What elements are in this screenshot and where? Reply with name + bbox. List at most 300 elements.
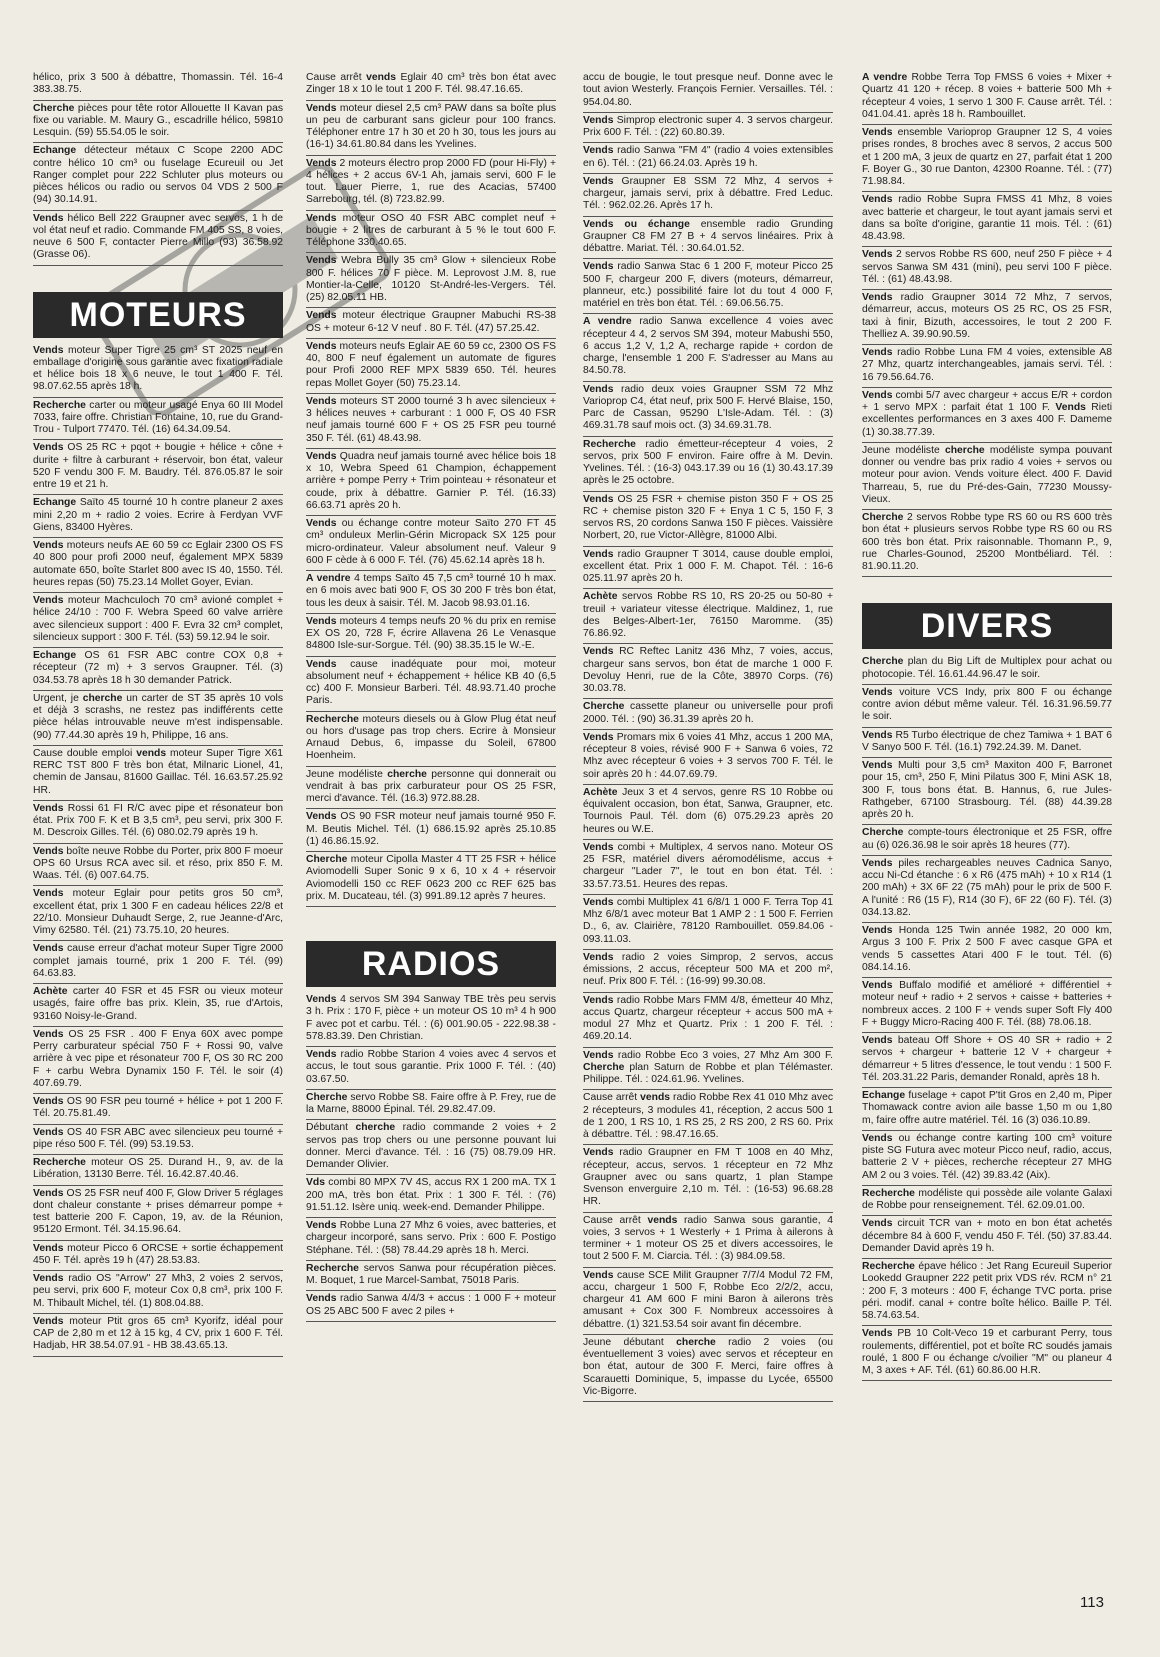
ad-text: servos Sanwa pour récupération pièces. M. Boquet, 1 rue Marcel-Sambat, 75018 Paris.: [306, 1262, 556, 1286]
classified-ad: [306, 712, 556, 767]
classified-ad: [33, 941, 283, 984]
ad-keyword: Echange: [33, 145, 77, 157]
classified-ad: [33, 801, 283, 844]
ad-keyword: Cherche: [583, 701, 625, 713]
ad-text: moteur Eglair pour petits gros 50 cm³, excellent état, prix 1 300 F en cadeau hélices 22/8 et 22/10. Monsieur Duhaudt Serge, 2, rue Jeanne-d'Arc, Vimy 62580. Tél. (21) 73.75.10, 20 heures.: [33, 888, 283, 936]
classified-ad: [862, 247, 1112, 290]
classified-ad: [33, 495, 283, 538]
classified-ad: [33, 1271, 283, 1314]
ad-text: piles rechargeables neuves Cadnica Sanyo, accu Ni-Cd étanche : 6 x R6 (475 mAh) + 10 x R14 (1 200 mAh) + 3X 6F 22 (75 mAh) pour le prix de 500 F. A l'unité : R6 (15 F), R14 (30 F), 6F 22 (60 F). Tél. (3) 034.13.82.: [862, 857, 1112, 918]
ad-text: moteur Cipolla Master 4 TT 25 FSR + hélice Aviomodelli Super Sonic 9 x 6, 10 x 4 + réservoir Aviomodelli 150 cc REF 0623 200 cc REF 625 bas prix. M. Ducateau, tél. (3) 991.89.12 après 7 heures.: [306, 854, 556, 902]
ad-text: Cause arrêt: [583, 1214, 648, 1226]
ad-keyword: Vds: [306, 1177, 325, 1189]
section-header-divers: DIVERS: [862, 603, 1112, 649]
classified-ad: [306, 571, 556, 614]
classified-ad: [33, 746, 283, 801]
ad-text: Robbe Terra Top FMSS 6 voies + Mixer + Quartz 41 120 + récep. 8 voies + batterie 500 Mh + récepteur 4 voies, 1 servo 1 300 F. Cause arrêt. Tél. : 041.04.41. après 18 h. Rambouillet.: [862, 72, 1112, 120]
classified-ad: [862, 443, 1112, 510]
classified-ad: [33, 691, 283, 746]
classified-ad: [306, 1120, 556, 1175]
classified-ad: [33, 1094, 283, 1125]
classified-ad: [583, 174, 833, 217]
classified-ad: [862, 1131, 1112, 1186]
ad-text: ensemble Varioprop Graupner 12 S, 4 voies prises rondes, 8 broches avec 8 servos, 2 accus 500 et 1 200 mA, 3 jeux de quartz en 27, parfait état 1 200 F. Boyer G., 30 rue Danton, 42300 Roanne. Tél. : (77) 71.98.84.: [862, 127, 1112, 187]
classified-ad: [583, 895, 833, 950]
classified-ad: [583, 314, 833, 381]
ad-keyword: Cherche: [583, 1061, 625, 1073]
ad-keyword: Vends: [862, 857, 893, 869]
ad-keyword: Vends: [862, 686, 893, 698]
ad-text: personne qui donnerait ou vendrait à bas prix carburateur pour OS 25 FSR, merci d'avance. Tél. (16.3) 972.88.28.: [306, 768, 556, 804]
ad-text: Jeune modéliste: [306, 768, 388, 780]
ads-block: [862, 70, 1112, 577]
ad-text: Quadra neuf jamais tourné avec hélice bois 18 x 10, Webra Speed 61 Champion, échappement arrière + pompe Perry + Trim pointeau + résonateur et coude, prix à débattre. Garnier P. Tél. (16.33) 66.63.71 après 20 h.: [306, 450, 556, 511]
classified-ad: [306, 767, 556, 810]
classified-ad: [306, 516, 556, 571]
classified-ad: [862, 1326, 1112, 1381]
ad-text: bateau Off Shore + OS 40 SR + radio + 2 servos + chargeur + batterie 12 V + chargeur + démarreur + 5 litres d'essence, le tout vendu : 1 500 F. Tél. 203.31.22 Paris, demander Ronald, après 18 h.: [862, 1035, 1112, 1083]
ad-text: Eglair 40 cm³ très bon état avec Zinger 18 x 10 le tout 1 200 F. Tél. 98.47.16.65.: [306, 72, 556, 96]
classified-ad: [306, 211, 556, 254]
classified-ad: [306, 156, 556, 211]
ad-keyword: Vends: [583, 896, 614, 908]
ad-text: ou échange contre karting 100 cm³ voiture piste SG Futura avec moteur Picco neuf, radio, accus, batterie 2 V + pièces, recherche récepteur 27 MHG AM 2 ou 3 voies. Tél. (42) 39.83.42 (Aix).: [862, 1132, 1112, 1181]
ad-text: 4 temps Saïto 45 7,5 cm³ tourné 10 h max. en 6 mois avec bati 900 F, OS 30 200 F très bon état, tous les deux à saisir. Tél. M. Jacob 98.93.01.16.: [306, 573, 556, 609]
ad-keyword: Vends: [306, 157, 337, 169]
classified-ad: [583, 437, 833, 492]
ad-text: Honda 125 Twin année 1982, 20 000 km, Argus 3 100 F. Prix 2 500 F avec casque GPA et vends 5 cassettes Atari 400 F le tout. Tél. (6) 084.14.16.: [862, 925, 1112, 973]
ad-text: moteur OSO 40 FSR ABC complet neuf + bougie + 2 litres de carburant à 5 % le tout 600 F. Téléphone 330.40.65.: [306, 212, 556, 248]
column-1: [33, 70, 283, 1357]
classified-ad: [33, 1314, 283, 1357]
classified-ad: [862, 125, 1112, 192]
ad-text: voiture VCS Indy, prix 800 F ou échange contre avion début même valeur. Tél. 16.31.96.59.77 le soir.: [862, 686, 1112, 723]
ad-text: 2 servos Robbe RS 600, neuf 250 F pièce + 4 servos Sanwa SM 431 (mini), peu servi 100 F pièce. Tél. : (61) 48.43.98.: [862, 249, 1112, 285]
ad-text: 4 servos SM 394 Sanway TBE très peu servis 3 h. Prix : 170 F, pièce + un moteur OS 10 m³ 4 h 900 F avec pot et carbu. Tél. : (6) 001.90.05 - 222.98.38 - 578.83.39. Den Christian.: [306, 994, 556, 1042]
ad-keyword: Vends: [862, 1218, 893, 1230]
ad-keyword: Vends: [583, 114, 614, 126]
ad-keyword: Vends: [583, 994, 614, 1006]
classified-ad: [862, 510, 1112, 577]
ad-keyword: Vends: [583, 145, 614, 157]
classified-ad: [862, 192, 1112, 247]
ad-keyword: A vendre: [862, 72, 908, 83]
classified-ad: [583, 840, 833, 895]
classified-ad: [583, 143, 833, 174]
classified-ad: [862, 654, 1112, 685]
ad-keyword: Vends: [862, 347, 893, 358]
ad-keyword: Cherche: [306, 854, 348, 865]
ad-keyword: Vends: [583, 175, 614, 187]
ad-keyword: Vends: [33, 943, 64, 955]
ad-keyword: Cherche: [862, 512, 904, 523]
ad-text: radio commande 2 voies + 2 servos pas trop chers ou une personne pouvant lui donner. Merci d'avance. Tél. : 16 (75) 08.79.09 HR. Demander Olivier.: [306, 1122, 557, 1170]
classified-ad: [583, 382, 833, 437]
ad-text: radio Robbe Starion 4 voies avec 4 servos et accus, le tout sous garantie. Prix 1000 F. Tél. : (40) 03.67.50.: [306, 1049, 556, 1085]
ad-text: RC Reftec Lanitz 436 Mhz, 7 voies, accus, chargeur sans servos, bon état de marche 1 000 F. Devoluy Henri, rue de la Côte, 38970 Corps. (76) 30.03.78.: [583, 646, 833, 694]
ad-keyword: Recherche: [306, 713, 359, 725]
ad-keyword: Vends: [306, 994, 337, 1005]
ad-text: plan du Big Lift de Multiplex pour achat ou photocopie. Tél. 16.61.44.96.47 le soir.: [862, 656, 1112, 680]
ad-text: moteurs diesels ou à Glow Plug état neuf ou hors d'usage pas trop chers. Ecrire à Monsieur Arnaud Debus, 6, impasse du Soleil, 67800 Hoenheim.: [306, 713, 556, 762]
classified-ad: [33, 1186, 283, 1241]
classified-ad: [862, 856, 1112, 923]
ad-keyword: Vends: [583, 383, 614, 395]
classified-ad: [306, 657, 556, 712]
ad-text: cause SCE Milit Graupner 7/7/4 Modul 72 FM, accu, chargeur 1 500 F, Robbe Eco 2/2/2, accu, chargeur 41 AM 600 F mini Baron à ailerons très amusant + Cox 300 F. Nombreux accessoires à débattre. (1) 321.53.54 soir avant fin décembre.: [583, 1269, 833, 1330]
ad-keyword: Vends: [33, 595, 64, 606]
ad-keyword: Vends: [862, 729, 893, 741]
classified-ad: [33, 538, 283, 593]
ad-text: moteur Super Tigre 25 cm³ ST 2025 neuf en emballage d'origine sous garantie avec fixation radiale et hélice bois 18 x 6 neuve, le tout 1 400 F. Tél. 98.07.62.55 après 18 h.: [33, 344, 283, 393]
ad-text: Simprop electronic super 4. 3 servos chargeur. Prix 600 F. Tél. : (22) 60.80.39.: [583, 114, 833, 138]
ad-text: Débutant: [306, 1122, 356, 1134]
ad-text: Rieti excellentes performances en 3 axes 400 F. Dameme (1) 30.38.77.39.: [862, 402, 1112, 438]
classified-ad: [862, 1088, 1112, 1131]
ad-text: combi 5/7 avec chargeur + accus E/R + cordon + 1 servo MPX : parfait état 1 100 F.: [862, 389, 1112, 413]
ad-keyword: cherche: [82, 692, 123, 704]
ad-keyword: Vends: [33, 1273, 64, 1284]
ad-text: moteurs neufs AE 60 59 cc Eglair 2300 OS FS 40 800 pour profi 2000 neuf, également MPX 5839 automate 650, boîte Starlet 800 avec IS 40, 1550. Tél. heures repas (50) 75.23.14 Mollet Goyer, Evian.: [33, 540, 283, 588]
ad-keyword: Vends: [306, 102, 337, 114]
ad-text: Graupner E8 SSM 72 Mhz, 4 servos + chargeur, jamais servi, prix à débattre. Fred Leduc. Tél. : 962.02.26. Après 17 h.: [583, 175, 833, 212]
ad-keyword: Vends: [306, 518, 337, 529]
ad-keyword: Vends: [862, 1328, 893, 1340]
ad-keyword: Vends: [33, 845, 64, 857]
classified-ad: [306, 1047, 556, 1090]
ad-keyword: cherche: [387, 768, 427, 780]
ad-keyword: Vends: [33, 1126, 64, 1138]
classified-ad: [862, 1186, 1112, 1217]
ad-text: combi 80 MPX 7V 4S, accus RX 1 200 mA. TX 1 200 mA, très bon état. Prix : 1 300 F. Tél. : (76) 91.51.12. Isère uniq. week-end. Demander Philippe.: [306, 1177, 556, 1213]
classified-ad: [33, 143, 283, 210]
ad-keyword: Cherche: [33, 102, 75, 114]
ad-keyword: Vends: [33, 1187, 64, 1199]
classified-ad: [583, 1090, 833, 1145]
ads-block: [33, 343, 283, 1357]
classified-ad: [33, 343, 283, 398]
ad-text: radio Sanwa sous garantie, 4 voies, 3 servos + 1 Westerly + 1 Prima à ailerons à terminer + 1 moteur OS 25 et divers accessoires, le tout 2 500 F. M. Ciarcia. Tél. : (3) 984.09.58.: [583, 1214, 833, 1263]
ad-text: servos Robbe RS 10, RS 20-25 ou 50-80 + treuil + variateur vitesse électrique. Maldinez, 1, rue des Belges-Albert-1er, 76150 Maromme. (35) 76.86.92.: [583, 591, 833, 639]
classified-ad: [583, 589, 833, 644]
classified-ad: [862, 728, 1112, 759]
classified-ad: [583, 259, 833, 314]
ads-block: [306, 992, 556, 1322]
ad-keyword: Vends: [33, 344, 64, 356]
ad-keyword: Vends: [33, 888, 64, 900]
ad-text: radio Robbe Mars FMM 4/8, émetteur 40 Mhz, accus Quartz, chargeur récepteur + accus 500 mA + modul 27 Mhz et Quartz. Prix : 1 200 F. Tél. : 469.20.14.: [583, 994, 833, 1043]
ad-keyword: Recherche: [33, 1157, 86, 1168]
classified-ad: [583, 1268, 833, 1335]
ad-text: Multi pour 3,5 cm³ Maxiton 400 F, Barronet pour 15, cm³, 250 F, Mini Pilatus 300 F, Mini ASK 18, 300 F, tous bons état. B. Hannus, 6, rue Jules-Rathgeber, 67100 Strasbourg. Tél. (88) 44.39.28 après 20 h.: [862, 760, 1112, 820]
ad-text: boîte neuve Robbe du Porter, prix 800 F moeur OPS 60 Ursus RCA avec sil. et réso, prix 850 F. M. Waas. Tél. (6) 007.64.75.: [33, 845, 283, 881]
classified-ad: [306, 253, 556, 308]
column-2: [306, 70, 556, 1322]
ad-keyword: Vends: [583, 841, 614, 853]
ad-keyword: Recherche: [33, 399, 86, 411]
ad-keyword: Vends: [583, 1147, 614, 1159]
ad-text: OS 25 FSR . 400 F Enya 60X avec pompe Perry carburateur spécial 750 F + Rossi 90, valve arrière à vec pipe et résonateur 700 F, OS 30 RC 200 F + carbu Webra Dynamix 150 F. Tél. le soir (4) 407.69.79.: [33, 1028, 283, 1089]
classified-ad: [33, 844, 283, 887]
ad-keyword: Recherche: [583, 438, 636, 450]
classified-ad: [583, 217, 833, 260]
ad-text: OS 61 FSR ABC contre COX 0,8 + récepteur (72 m) + 3 servos Graupner. Tél. (3) 034.53.78 après 18 h 30 demander Patrick.: [33, 650, 283, 686]
ad-text: compte-tours électronique et 25 FSR, offre au (6) 026.36.98 le soir après 18 heures (77).: [862, 827, 1112, 851]
ad-keyword: A vendre: [583, 316, 632, 328]
classified-ad: [306, 809, 556, 852]
ad-text: 2 moteurs électro prop 2000 FD (pour Hi-Fly) + 4 hélices + 2 accus 6V-1 Ah, jamais servi, 600 F le tout. Lauer Pierre, 1, rue des Acacias, 57400 Sarrebourg, tél. (8) 723.82.99.: [306, 157, 556, 206]
classified-ad: [33, 1027, 283, 1094]
ad-text: radio Graupner 3014 72 Mhz, 7 servos, démarreur, accus, moteurs OS 25 RC, OS 25 FSR, taxi à finir, Bizuth, accessoires, le tout 2 200 F. Thelliez A. 39.90.90.59.: [862, 292, 1112, 340]
ad-keyword: Vends: [306, 1049, 337, 1060]
ad-text: radio 2 voies (ou éventuellement 3 voies) avec servos et récepteur en bon état, autour de 300 F. Merci, faire offres à Scarauetti Dominique, 5, impasse du Lycée, 65500 Vic-Bigorre.: [583, 1336, 833, 1397]
page-number: 113: [1080, 1594, 1104, 1611]
classified-ad: [33, 886, 283, 941]
ad-text: OS 90 FSR moteur neuf jamais tourné 950 F. M. Beutis Michel. Tél. (1) 686.15.92 après 25.10.85 (1) 46.86.15.92.: [306, 811, 556, 847]
ad-keyword: Echange: [33, 650, 77, 661]
classified-ad: [862, 388, 1112, 443]
ad-keyword: Achète: [583, 591, 618, 603]
ad-keyword: Vends: [583, 731, 614, 743]
ad-keyword: cherche: [355, 1122, 396, 1134]
ad-keyword: Vends: [306, 255, 337, 267]
ad-keyword: Vends: [306, 212, 337, 224]
classified-ad: [583, 1048, 833, 1091]
classified-ad: [306, 1090, 556, 1121]
ad-text: moteur Picco 6 ORCSE + sortie échappement 450 F. Tél. après 19 h (47) 28.53.83.: [33, 1242, 283, 1266]
ad-text: moteur Super Tigre X61 RERC TST 800 F très bon état, Milnaric Lionel, 41, chemin de Jansau, 81600 Gaillac. Tél. 16.63.57.25.92 HR.: [33, 747, 283, 796]
ad-keyword: vends: [366, 72, 396, 83]
ad-keyword: Vends: [306, 615, 337, 627]
ad-text: plan Saturn de Robbe et plan Télémaster. Philippe. Tél. : 024.61.96. Yvelines.: [583, 1061, 833, 1085]
ad-text: Jeux 3 et 4 servos, genre RS 10 Robbe ou équivalent occasion, bon état, Sanwa, Graupner, etc. Tournois Paul. Tél. dom (6) 075.29.23 après 20 heures ou W.E.: [583, 786, 833, 835]
classified-ad: [306, 992, 556, 1047]
column-3: [583, 70, 833, 1402]
classified-ad: [583, 547, 833, 590]
ad-text: radio deux voies Graupner SSM 72 Mhz Varioprop C4, état neuf, prix 500 F. Hervé Blaise, 150, Parc de Cassan, 95290 L'Isle-Adam. Tél. : (3) 469.31.78 sauf mois oct. (3) 34.69.31.78.: [583, 383, 833, 432]
ad-keyword: Recherche: [862, 1261, 915, 1272]
column-4: [862, 70, 1112, 1381]
ad-keyword: cherche: [676, 1336, 716, 1348]
classified-ad: [306, 852, 556, 907]
ad-text: radio 2 voies Simprop, 2 servos, accus émissions, 2 accus, récepteur 500 MA et 200 m², neuf. Prix 800 F. Tél. : (16-99) 99.30.08.: [583, 951, 833, 988]
ad-text: moteur Machculoch 70 cm³ avioné complet + hélice 24/10 : 700 F. Webra Speed 60 valve arrière avec silencieux support : 400 F. Evra 32 cm³ complet, silencieux support : 300 F. Tél. (53) 59.12.94 le soir.: [33, 595, 283, 643]
ad-text: Jeune débutant: [583, 1336, 677, 1348]
ad-text: Saïto 45 tourné 10 h contre planeur 2 axes mini 2,20 m + radio 2 voies. Ecrire à Ferdyan VVF Giens, 83400 Hyères.: [33, 497, 283, 533]
ad-keyword: Vends: [862, 127, 893, 138]
classified-ad: [33, 70, 283, 101]
classified-ad: [306, 1175, 556, 1218]
classified-ad: [862, 978, 1112, 1033]
ad-text: moteur électrique Graupner Mabuchi RS-38 OS + moteur 6-12 V neuf . 80 F. Tél. (47) 57.25.42.: [306, 310, 556, 334]
classified-ad: [583, 993, 833, 1048]
classified-ad: [583, 730, 833, 785]
ad-keyword: Vends: [583, 1049, 614, 1061]
ad-keyword: Vends: [1055, 402, 1086, 413]
ad-keyword: Vends: [33, 1242, 64, 1254]
ad-text: moteurs 4 temps neufs 20 % du prix en remise EX OS 20, 728 F, écrire Allavena 26 Le Venasque 84800 Isle-sur-Sorgue. Tél. (90) 38.35.15 le W.-E.: [306, 615, 556, 652]
ad-keyword: Vends: [33, 212, 64, 224]
classified-ad: [306, 449, 556, 516]
ads-block: [306, 70, 556, 907]
ad-keyword: Vends: [583, 1269, 614, 1281]
ad-text: Promars mix 6 voies 41 Mhz, accus 1 200 MA, récepteur 8 voies, révisé 900 F + Sanwa 6 voies, 72 Mhz avec récepteur 6 voies + 3 servos 700 F. Tél. le soir après 20 h : 44.07.69.79.: [583, 731, 833, 780]
ad-text: Jeune modéliste: [862, 444, 945, 456]
ad-text: Rossi 61 FI R/C avec pipe et résonateur bon état. Prix 700 F. K et B 3,5 cm³, peu servi, prix 300 F. M. Descroix Gilles. Tél. (6) 080.02.79 après 19 h.: [33, 802, 283, 839]
ads-block: [862, 654, 1112, 1381]
ad-text: moteur OS 25. Durand H., 9, av. de la Libération, 13130 Berre. Tél. 16.42.87.40.46.: [33, 1157, 283, 1181]
ad-text: moteurs ST 2000 tourné 3 h avec silencieux + 3 hélices neuves + carburant : 1 000 F, OS 40 FSR neuf jamais tourné 600 F + OS 25 FSR peu tourné 350 F. Tél. (61) 48.43.98.: [306, 395, 556, 444]
classified-ad: [33, 1125, 283, 1156]
classified-ad: [862, 685, 1112, 728]
classified-ad: [583, 699, 833, 730]
classified-ad: [33, 1241, 283, 1272]
ad-text: un carter de ST 35 après 10 vols et déjà 3 scrashs, ne restez pas indifférents cette pièce hélas introuvable neuve m'est indispensable. (90) 77.44.30 après 19 h, Philippe, 16 ans.: [33, 692, 283, 741]
ad-keyword: Vends: [862, 1132, 893, 1144]
classified-ad: [306, 339, 556, 394]
ad-text: OS 25 FSR + chemise piston 350 F + OS 25 RC + chemise piston 320 F + Enya 1 C 5, 150 F, 3 servos RS, 20 cordons Sanwa 150 F pièces. Vaissière Norbert, 20, rue Victor-Allègre, 81000 Albi.: [583, 493, 833, 542]
ad-keyword: Achète: [33, 986, 68, 997]
classified-ad: [306, 308, 556, 339]
classified-ad: [583, 113, 833, 144]
classified-ad: [862, 1033, 1112, 1088]
ad-keyword: Vends: [33, 1028, 64, 1040]
ad-text: radio Sanwa "FM 4" (radio 4 voies extensibles en 6). Tél. : (21) 66.24.03. Après 19 h.: [583, 145, 833, 169]
ad-text: OS 90 FSR peu tourné + hélice + pot 1 200 F. Tél. 20.75.81.49.: [33, 1096, 283, 1120]
ad-keyword: Echange: [33, 497, 77, 509]
ad-text: pièces pour tête rotor Allouette II Kavan pas fixe ou variable. M. Maury G., escadrille hélico, 59810 Lesquin. (59) 55.54.05 le soir.: [33, 102, 283, 138]
ad-keyword: Vends: [583, 493, 614, 505]
classified-ad: [33, 648, 283, 691]
ad-text: radio Graupner T 3014, cause double emploi, excellent état. Prix 1 000 F. M. Chapot. Tél. : 16-6 025.11.97 après 20 h.: [583, 548, 833, 584]
classified-ad: [583, 70, 833, 113]
ad-keyword: A vendre: [306, 573, 351, 584]
ad-keyword: Vends: [33, 802, 64, 814]
classified-ad: [33, 211, 283, 266]
ad-keyword: Vends: [862, 980, 893, 991]
classified-ad: [862, 1259, 1112, 1326]
ad-text: cassette planeur ou universelle pour profi 2000. Tél. : (90) 36.31.39 après 20 h.: [583, 701, 833, 725]
ad-keyword: Vends: [306, 1220, 337, 1231]
classified-ad: [306, 101, 556, 156]
classified-ad: [306, 1261, 556, 1292]
ad-text: OS 40 FSR ABC avec silencieux peu tourné + pipe réso 500 F. Tél. (99) 53.19.53.: [33, 1126, 283, 1150]
ad-text: radio Robbe Eco 3 voies, 27 Mhz Am 300 F.: [613, 1049, 833, 1061]
ad-text: radio Sanwa excellence 4 voies avec récepteur 4 4, 2 servos SM 394, moteur Mabushi 550, 6 accus 1,2 V, 1,2 A, recharge rapide + cordon de charge, l'ensemble 1 200 F. S'adresser au Mans au 84.50.78.: [583, 316, 833, 377]
classified-ad: [33, 984, 283, 1027]
classified-ad: [583, 492, 833, 547]
classified-ad: [862, 290, 1112, 345]
ad-text: moteur Ptit gros 65 cm³ Kyorifz, idéal pour CAP de 2,80 m et 12 à 15 kg, 4 CV, prix 1 600 F. Tél. Hadjab, HR 38.54.07.91 - HB 38.43.65.13.: [33, 1315, 283, 1352]
ad-keyword: Cherche: [306, 1091, 348, 1103]
ad-keyword: Recherche: [306, 1262, 359, 1274]
ad-text: Webra Bully 35 cm³ Glow + silencieux Robe 800 F. hélices 70 F pièce. M. Leprovost J.M. 8, rue Montier-la-Celle, 10120 St-André-les-Vergers. Tél. (25) 82.05.11 HB.: [306, 255, 556, 303]
ad-text: radio Robbe Luna FM 4 voies, extensible A8 27 Mhz, quartz interchangeables, jamais servi. Tél. : 16 79.56.64.76.: [862, 347, 1112, 383]
ad-text: OS 25 FSR neuf 400 F, Glow Driver 5 réglages dont chaleur constante + prises démarreur pompe + test batterie 200 F. Capon, 19, av. de la Réunion, 95120 Ermont. Tél. 34.15.96.64.: [33, 1187, 283, 1236]
classified-ad: [862, 345, 1112, 388]
ad-text: cause erreur d'achat moteur Super Tigre 2000 complet jamais tourné, prix 1 200 F. Tél. (99) 64.63.83.: [33, 943, 283, 979]
ad-keyword: Vends: [862, 249, 893, 261]
ad-text: hélico, prix 3 500 à débattre, Thomassin. Tél. 16-4 383.38.75.: [33, 72, 283, 96]
ad-keyword: Vends: [862, 389, 893, 401]
ad-keyword: Vends: [33, 1096, 64, 1107]
ad-keyword: Vends: [306, 450, 337, 462]
ad-keyword: Echange: [862, 1090, 906, 1101]
classified-ad: [306, 614, 556, 657]
ad-text: radio Sanwa Stac 6 1 200 F, moteur Picco 25 500 F, chargeur 200 F, divers (moteurs, démarreur, planneur, etc.) possibilité faire lot du tout 4 000 F, matériel en très bon état. Tél. : 69.06.56.75.: [583, 261, 833, 309]
ad-text: circuit TCR van + moto en bon état achetés décembre 84 à 600 F, vendu 450 F. Tél. (50) 37.83.44. Demander David après 19 h.: [862, 1218, 1112, 1254]
ad-text: cause inadéquate pour moi, moteur absolument neuf + échappement + hélice KB 40 (6,5 cc) 400 F. Monsieur Barberi. Tél. 48.93.71.40 proche Paris.: [306, 658, 556, 707]
ad-keyword: vends: [136, 747, 167, 759]
classified-ad: [33, 398, 283, 441]
ad-keyword: Achète: [583, 786, 618, 798]
classified-ad: [862, 825, 1112, 856]
ad-keyword: Vends ou échange: [583, 218, 690, 230]
ad-keyword: Vends: [583, 951, 614, 963]
ad-text: PB 10 Colt-Veco 19 et carburant Perry, tous roulements, différentiel, pot et boîte RC soudés jamais roulé, 1 800 F ou échange c/voilier "M" ou planeur 4 M, 3 axes + AF. Tél. (61) 60.86.00 H.R.: [862, 1328, 1112, 1376]
ad-text: radio Robbe Rex 41 010 Mhz avec 2 récepteurs, 3 modules 41, réception, 2 accus 500 1 de 1 200, 1 RS 10, 1 RS 25, 2 RS 200, 2 RS 60. Prix à débattre. Tél. : 98.47.16.65.: [583, 1092, 833, 1140]
ad-keyword: Vends: [33, 442, 64, 454]
classified-ad: [583, 785, 833, 840]
classified-ad: [306, 1291, 556, 1322]
ad-keyword: Cherche: [862, 827, 904, 839]
classified-ad: [33, 1155, 283, 1186]
ad-keyword: Vends: [306, 811, 337, 823]
ad-text: détecteur métaux C Scope 2200 ADC contre hélico 10 cm³ ou fuselage Ecureuil ou Jet Ranger complet pour 222 Schluter plus moteurs ou pièces hélicos ou radio ou servos 04 VDS 2 500 F (94) 30.14.91.: [33, 145, 283, 206]
ad-keyword: Vends: [583, 261, 614, 273]
ad-keyword: Vends: [862, 760, 893, 771]
ad-text: Robbe Luna 27 Mhz 6 voies, avec batteries, et chargeur incorporé, sans servo. Prix : 600 F. Postigo Stéphane. Tél. : (58) 78.44.29 après 18 h. Merci.: [306, 1220, 556, 1256]
ad-text: radio Robbe Supra FMSS 41 Mhz, 8 voies avec batterie et chargeur, le tout ayant jamais servi et dans sa boîte d'origine, garantie 11 mois. Tél. : (61) 48.43.98.: [862, 194, 1112, 242]
ad-text: Cause arrêt: [306, 72, 367, 83]
section-header-radios: RADIOS: [306, 941, 556, 987]
ad-keyword: Vends: [306, 658, 337, 670]
ads-block: [33, 70, 283, 266]
ad-keyword: Vends: [306, 395, 337, 407]
ad-text: accu de bougie, le tout presque neuf. Donne avec le tout avion Westerly. François Fernier. Versailles. Tél. : 954.04.80.: [583, 72, 833, 108]
ad-text: épave hélico : Jet Rang Ecureuil Superior Lookedd Graupner 222 petit prix VDS rév. RCM n° 21 : 200 F, 3 moteurs : 400 F, échange TVC porta. prise péri. modif. canal + contre boîte hélico. Baille P. Tél. 58.74.63.54.: [862, 1261, 1112, 1321]
classified-ad: [583, 1145, 833, 1212]
classified-ad: [33, 440, 283, 495]
ad-text: radio OS "Arrow" 27 Mh3, 2 voies 2 servos, peu servi, prix 600 F, moteur Cox 0,8 cm³, prix 100 F. M. Thibault Michel, tél. (1) 808.04.88.: [33, 1273, 283, 1309]
ad-keyword: Vends: [862, 1035, 893, 1046]
classified-ad: [33, 101, 283, 144]
classified-ad: [583, 644, 833, 699]
ad-text: combi Multiplex 41 6/8/1 1 000 F. Terra Top 41 Mhz 6/8/1 avec moteur Bat 1 AMP 2 : 1 500 F. Ferrien D., 6, av. Clairière, 78120 Rambouillet. 059.84.06 - 093.11.03.: [583, 896, 833, 945]
ad-keyword: Recherche: [862, 1187, 915, 1199]
ad-keyword: cherche: [944, 444, 985, 456]
classified-ad: [862, 923, 1112, 978]
classified-ad: [306, 394, 556, 449]
classified-ad: [583, 1335, 833, 1402]
classified-ad: [33, 593, 283, 648]
ad-text: servo Robbe S8. Faire offre à P. Frey, rue de la Marne, 88000 Épinal. Tél. 29.82.47.09.: [306, 1091, 556, 1115]
classified-ad: [306, 1218, 556, 1261]
classified-ad: [306, 70, 556, 101]
ads-block: [583, 70, 833, 1402]
ad-text: Cause arrêt: [583, 1092, 641, 1104]
ad-keyword: vends: [647, 1214, 678, 1226]
ad-keyword: Vends: [33, 1315, 64, 1327]
ad-text: 2 servos Robbe type RS 60 ou RS 600 très bon état + plusieurs servos Robbe type RS 60 ou RS 600 très bon état. Prix raisonnable. Thomann P., 9, rue Charles-Gounod, 25200 Montbéliard. Tél. : 81.90.11.20.: [862, 512, 1112, 572]
ad-text: modéliste sympa pouvant donner ou vendre bas prix radio 4 voies + servos ou moteur pour avion. Vends voiture élect. 400 F. David Tharreau, 5, rue du Pré-des-Gain, 77230 Moussy-Vieux.: [862, 444, 1112, 505]
classified-ad: [862, 758, 1112, 825]
ad-text: OS 25 RC + pqot + bougie + hélice + cône + durite + filtre à carburant + réservoir, bon état, valeur 520 F vendu 300 F. M. Baudry. Tél. 876.05.87 le soir entre 19 et 21 h.: [33, 442, 283, 490]
ad-keyword: Vends: [583, 548, 614, 560]
ad-text: moteurs neufs Eglair AE 60 59 cc, 2300 OS FS 40, 800 F neuf également un automate de figures pour Profi 2000 REF MPX 5839 650. Tél. heures repas Mollet Goyer (50) 75.23.14.: [306, 340, 556, 389]
ad-keyword: Vends: [862, 925, 893, 936]
ad-keyword: Vends: [33, 540, 64, 551]
